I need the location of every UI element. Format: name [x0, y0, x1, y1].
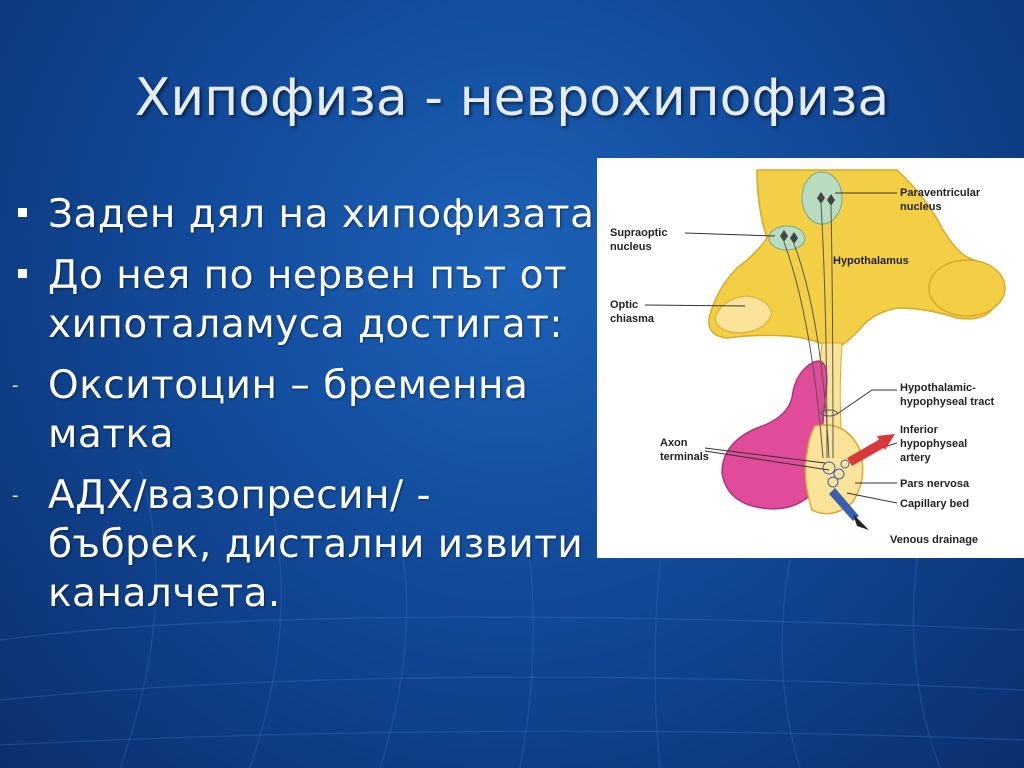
label-axon-2: terminals [660, 451, 709, 463]
bullet-list [10, 190, 595, 630]
label-capillary-bed: Capillary bed [900, 498, 970, 510]
bullet-text: Окситоцин – бременна матка [48, 363, 529, 457]
dash-bullet-icon: - [12, 375, 19, 396]
dash-bullet-icon: - [12, 485, 19, 506]
label-tract: Hypothalamic- [900, 382, 976, 394]
square-bullet-icon [18, 208, 27, 217]
label-tract-2: hypophyseal tract [900, 396, 995, 408]
pars-nervosa-shape [805, 425, 862, 514]
label-paraventricular-2: nucleus [900, 201, 942, 213]
bullet-item [10, 361, 595, 459]
bullet-text: АДХ/вазопресин/ - бъбрек, дистални извити каналчета. [48, 473, 584, 616]
label-paraventricular: Paraventricular [900, 187, 981, 199]
vein-arrow-icon [853, 514, 869, 530]
label-hypothalamus: Hypothalamus [833, 255, 909, 267]
label-optic: Optic [610, 299, 639, 311]
label-supraoptic: Supraoptic [610, 227, 668, 239]
label-optic-2: chiasma [610, 313, 655, 325]
label-axon: Axon [660, 437, 688, 449]
neurohypophysis-illustration [597, 158, 1024, 558]
bullet-text: Заден дял на хипофизата [48, 192, 595, 237]
bullet-item [10, 251, 595, 349]
slide-title: Хипофиза - неврохипофиза [134, 68, 890, 128]
label-venous-drainage: Venous drainage [890, 534, 979, 546]
bullet-item [10, 190, 595, 239]
label-supraoptic-2: nucleus [610, 241, 652, 253]
label-artery-2: hypophyseal [900, 438, 968, 450]
bullet-text: До нея по нервен път от хипоталамуса достигат: [48, 253, 568, 347]
label-artery-3: artery [900, 452, 931, 464]
supraoptic-nucleus-shape [769, 226, 805, 250]
bullet-item [10, 471, 595, 618]
label-pars-nervosa: Pars nervosa [900, 478, 970, 490]
pituitary-diagram [597, 158, 1024, 558]
label-artery: Inferior [900, 424, 938, 436]
square-bullet-icon [18, 269, 27, 278]
mammillary-body-shape [929, 260, 1005, 316]
